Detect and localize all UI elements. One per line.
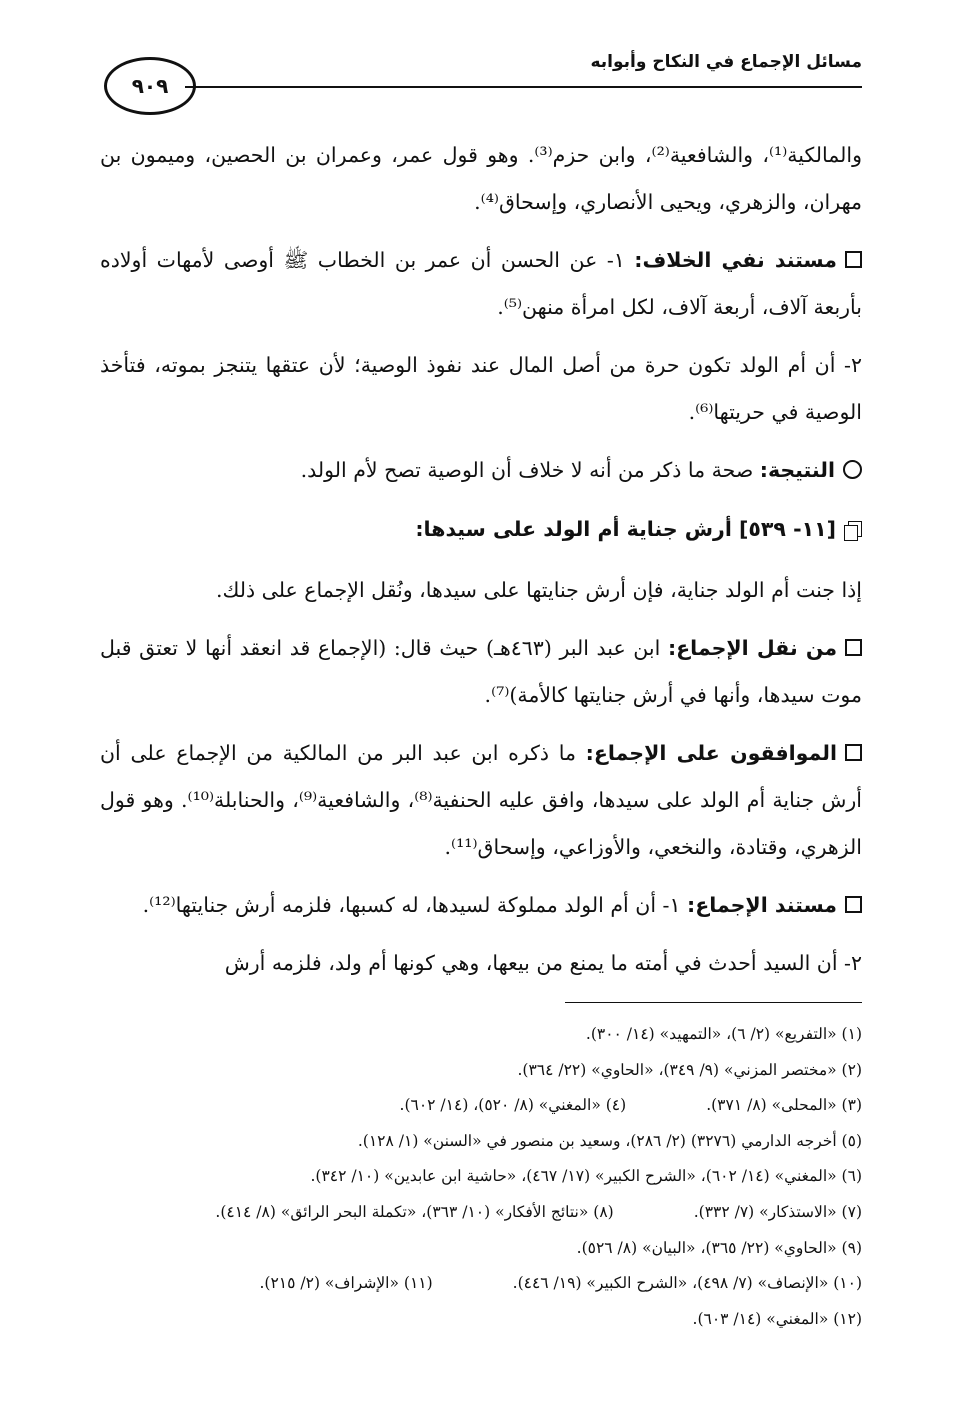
footnote-3-4 (100, 1088, 862, 1124)
footnote-7: (٧) «الاستذكار» (٧/ ٣٣٢). (693, 1202, 862, 1221)
footnote-8: (٨) «نتائج الأفكار» (١٠/ ٣٦٣)، «تكملة البحر الرائق» (٨/ ٤١٤). (215, 1202, 614, 1221)
result-label: النتيجة: (759, 458, 835, 482)
consensus-evidence-text: ١- أن أم الولد مملوكة لسيدها، له كسبها، فلزمه أرش جنايتها⁽¹²⁾. (142, 893, 688, 917)
section-heading (100, 506, 862, 553)
consensus-evidence-label: مستند الإجماع: (687, 893, 837, 917)
square-bullet-icon (845, 896, 862, 913)
footnote-11: (١١) «الإشراف» (٢/ ٢١٥). (259, 1274, 433, 1293)
paragraph-consensus-evidence (100, 882, 862, 929)
footnote-6: (٦) «المغني» (١٤/ ٦٠٢)، «الشرح الكبير» (١٧/ ٤٦٧)، «حاشية ابن عابدين» (١٠/ ٣٤٢). (310, 1167, 862, 1186)
paragraph-issue: إذا جنت أم الولد جناية، فإن أرش جنايتها على سيدها، ونُقل الإجماع على ذلك. (215, 578, 862, 602)
page-number: ٩٠٩ (131, 74, 169, 98)
square-bullet-icon (845, 251, 862, 268)
footnote-7-8 (100, 1195, 862, 1231)
evidence-text: ١- عن الحسن أن عمر بن الخطاب ﷺ أوصى لأمهات أولاده بأربعة آلاف، أربعة آلاف، لكل امرأة منهن⁽⁵⁾. (100, 248, 862, 319)
footnote-4: (٤) «المغني» (٨/ ٥٢٠)، (١٤/ ٦٠٢). (399, 1096, 627, 1115)
section-title: [١١- ٥٣٩] أرش جناية أم الولد على سيدها: (415, 517, 836, 541)
footnotes (100, 1017, 862, 1337)
header-rule (185, 86, 862, 88)
footnote-3: (٣) «المحلى» (٨/ ٣٧١). (706, 1096, 862, 1115)
stacked-pages-icon (846, 521, 862, 539)
footnote-10-11 (100, 1266, 862, 1302)
paragraph-evidence-no-dispute (100, 237, 862, 331)
paragraph-consensus-source (100, 625, 862, 719)
consensus-source-label: من نقل الإجماع: (667, 636, 838, 660)
square-bullet-icon (845, 744, 862, 761)
agreers-label: الموافقون على الإجماع: (585, 741, 837, 765)
page-number-oval (104, 57, 196, 115)
footnote-separator (565, 1002, 862, 1003)
footnote-9: (٩) «الحاوي» (٢٢/ ٣٦٥)، «البيان» (٨/ ٥٢٦). (576, 1238, 862, 1257)
circle-bullet-icon (843, 460, 862, 479)
footnote-2: (٢) «مختصر المزني» (٩/ ٣٤٩)، «الحاوي» (٢٢/ ٣٦٤). (517, 1060, 862, 1079)
running-header-title: مسائل الإجماع في النكاح وأبوابه (590, 52, 862, 72)
main-text (100, 132, 862, 998)
footnote-1: (١) «التفريع» (٢/ ٦)، «التمهيد» (١٤/ ٣٠٠). (585, 1025, 862, 1043)
footnote-5: (٥) أخرجه الدارمي (٣٢٧٦) (٢/ ٢٨٦)، وسعيد بن منصور في «السنن» (١/ ١٢٨). (357, 1131, 862, 1150)
footnote-12: (١٢) «المغني» (١٤/ ٦٠٣). (692, 1309, 862, 1328)
square-bullet-icon (845, 639, 862, 656)
paragraph-result (100, 447, 862, 494)
consensus-source-text: ابن عبد البر (٤٦٣هـ) حيث قال: (الإجماع قد انعقد أنها لا تعتق قبل موت سيدها، وأنها في أرش جنايتها كالأمة)⁽⁷⁾. (100, 636, 862, 707)
paragraph-evidence-2: ٢- أن أم الولد تكون حرة من أصل المال عند نفوذ الوصية؛ لأن عتقها يتنجز بموته، فتأخذ الوصية في حريتها⁽⁶⁾. (100, 353, 862, 424)
result-text: صحة ما ذكر من أنه لا خلاف أن الوصية تصح لأم الولد. (300, 458, 760, 482)
paragraph-agreers (100, 730, 862, 871)
paragraph-consensus-evidence-2: ٢- أن السيد أحدث في أمته ما يمنع من بيعها، وهي كونها أم ولد، فلزمه أرش (224, 951, 862, 975)
paragraph-1: والمالكية⁽¹⁾، والشافعية⁽²⁾، وابن حزم⁽³⁾. وهو قول عمر، وعمران بن الحصين، وميمون بن مهران، والزهري، ويحيى الأنصاري، وإسحاق⁽⁴⁾. (100, 143, 862, 214)
agreers-text: ما ذكره ابن عبد البر من المالكية من الإجماع على أن أرش جناية أم الولد على سيدها، وافق عليه الحنفية⁽⁸⁾، والشافعية⁽⁹⁾، والحنابلة⁽¹⁰⁾. وهو قول الزهري، وقتادة، والنخعي، والأوزاعي، وإسحاق⁽¹¹⁾. (100, 741, 862, 859)
evidence-label: مستند نفي الخلاف: (634, 248, 837, 272)
footnote-10: (١٠) «الإنصاف» (٧/ ٤٩٨)، «الشرح الكبير» (١٩/ ٤٤٦). (512, 1274, 862, 1293)
